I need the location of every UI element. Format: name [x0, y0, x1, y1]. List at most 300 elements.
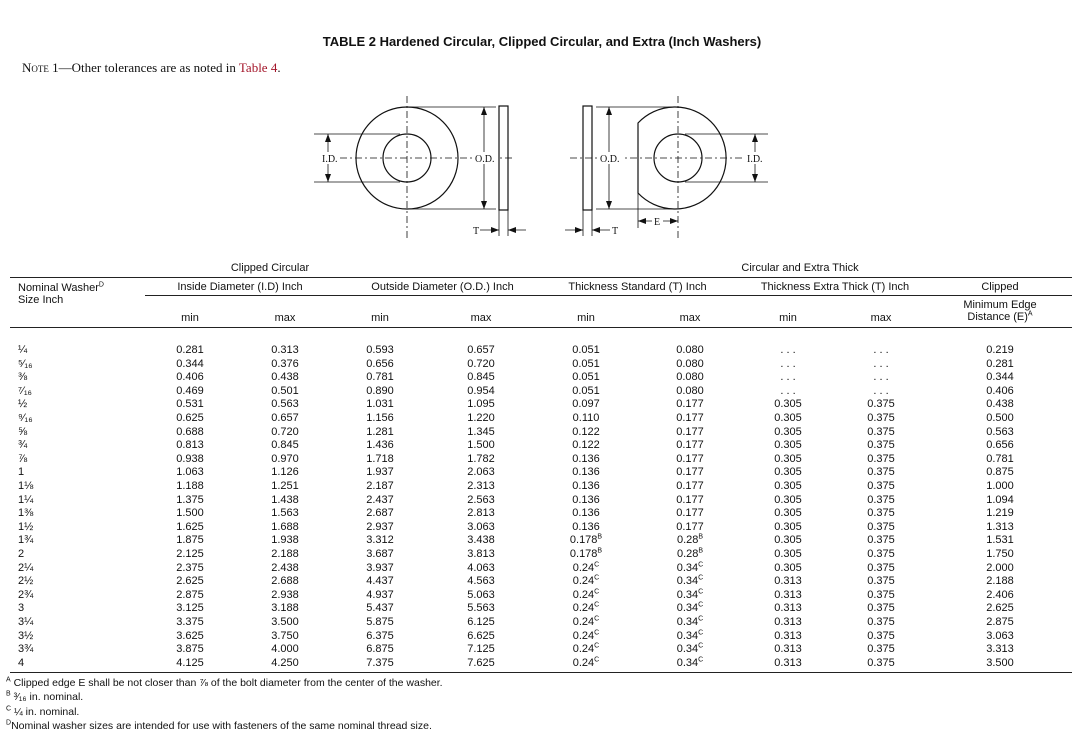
ts-max-cell: $0.34^C$ [676, 588, 704, 601]
od-max-cell: 7.625 [467, 656, 495, 669]
te-min-cell: 0.305 [774, 507, 802, 520]
size-cell: 1½ [18, 520, 34, 533]
id-max-cell: 0.313 [271, 344, 299, 356]
header-rule-bottom [10, 327, 1072, 328]
size-cell: ¾ [18, 439, 28, 452]
edge-cell: 3.063 [986, 629, 1014, 642]
id-min-cell: 2.375 [176, 561, 204, 574]
te-min-cell: 0.313 [774, 629, 802, 642]
te-max-cell: 0.375 [867, 412, 895, 424]
edge-cell: 1.750 [986, 548, 1014, 560]
te-min-cell: 0.305 [774, 425, 802, 438]
ts-max-cell: 0.177 [676, 425, 704, 438]
te-min-cell: 0.305 [774, 520, 802, 533]
id-min-cell: 0.813 [176, 439, 204, 452]
ts-min-cell: 0.136 [572, 466, 600, 479]
edge-cell: 0.781 [986, 452, 1014, 465]
size-cell: ⁵⁄₁₆ [18, 357, 33, 370]
ts-max-cell: $0.34^C$ [676, 628, 704, 642]
col-clipped: Clipped [981, 281, 1019, 293]
id-min-cell: 2.125 [176, 548, 204, 560]
te-min-cell: 0.305 [774, 561, 802, 574]
id-min-cell: 0.281 [176, 344, 204, 356]
edge-cell: 0.500 [986, 412, 1014, 424]
edge-cell: 0.406 [986, 384, 1014, 397]
te-min-cell: 0.305 [774, 452, 802, 465]
ts-max-cell: $0.34^C$ [676, 560, 704, 574]
header-rule-top [10, 277, 1072, 278]
od-max-cell: 4.563 [467, 575, 495, 588]
od-min-cell: 1.156 [366, 412, 394, 424]
table-row [0, 371, 1084, 385]
id-min-header: min [181, 312, 199, 324]
id-max-cell: 2.938 [271, 588, 299, 601]
ts-max-cell: 0.080 [676, 384, 704, 397]
te-min-cell: . . . [780, 357, 796, 370]
te-max-cell: 0.375 [867, 629, 895, 642]
edge-cell: 0.281 [986, 357, 1014, 370]
size-cell: 4 [18, 656, 25, 669]
id-max-cell: 1.938 [271, 534, 299, 547]
col-nominal-size: Nominal Washer$^D$ [18, 281, 104, 294]
ts-min-cell: 0.136 [572, 507, 600, 520]
od-min-cell: 1.718 [366, 452, 394, 465]
size-cell: 1¼ [18, 493, 34, 506]
id-max-cell: 4.000 [271, 643, 299, 656]
te-min-cell: 0.305 [774, 548, 802, 560]
od-min-cell: 0.593 [366, 344, 394, 356]
te-max-cell: 0.375 [867, 480, 895, 492]
ts-min-header: min [577, 312, 595, 324]
size-cell: 1 [18, 466, 25, 479]
table-row [0, 589, 1084, 603]
table-row [0, 385, 1084, 399]
size-cell: 2¾ [18, 588, 34, 601]
table-row [0, 616, 1084, 630]
id-max-cell: 1.251 [271, 480, 299, 492]
te-min-cell: 0.305 [774, 398, 802, 411]
edge-cell: 2.625 [986, 602, 1014, 615]
table-title: TABLE 2 Hardened Circular, Clipped Circular, and Extra (Inch Washers) [322, 34, 762, 49]
id-max-cell: 0.657 [271, 412, 299, 424]
id-min-cell: 0.625 [176, 412, 204, 424]
ts-max-cell: $0.34^C$ [676, 656, 704, 669]
ts-max-cell: 0.177 [676, 412, 704, 424]
od-max-cell: 3.063 [467, 520, 495, 533]
ts-min-cell: $0.178^B$ [569, 547, 603, 560]
od-min-cell: 3.687 [366, 548, 394, 560]
edge-cell: 0.875 [986, 466, 1014, 479]
id-max-cell: 0.970 [271, 452, 299, 465]
size-cell: ⁷⁄₁₆ [18, 384, 32, 397]
ts-min-cell: 0.097 [572, 398, 600, 411]
od-min-cell: 6.375 [366, 629, 394, 642]
ts-max-cell: 0.177 [676, 520, 704, 533]
table-row [0, 412, 1084, 426]
id-max-cell: 0.438 [271, 371, 299, 384]
od-max-cell: 3.813 [467, 548, 495, 560]
te-max-cell: 0.375 [867, 643, 895, 656]
ts-max-cell: 0.177 [676, 439, 704, 452]
id-min-cell: 2.625 [176, 575, 204, 588]
id-max-cell: 2.688 [271, 575, 299, 588]
table-rule-bottom [10, 672, 1072, 673]
te-min-cell: 0.313 [774, 643, 802, 656]
od-max-cell: 3.438 [467, 534, 495, 547]
od-max-cell: 6.125 [467, 616, 495, 628]
ts-min-cell: 0.136 [572, 493, 600, 506]
edge-cell: 1.313 [986, 520, 1014, 533]
ts-max-cell: 0.177 [676, 480, 704, 492]
id-label-left: I.D. [322, 154, 338, 165]
table-row [0, 494, 1084, 508]
ts-min-cell: 0.136 [572, 452, 600, 465]
ts-max-cell: 0.080 [676, 371, 704, 384]
t-label-left: T [473, 226, 480, 237]
id-min-cell: 3.625 [176, 629, 204, 642]
id-min-cell: 0.938 [176, 452, 204, 465]
od-max-cell: 2.313 [467, 480, 495, 492]
id-min-cell: 0.469 [176, 384, 204, 397]
od-min-cell: 0.656 [366, 357, 394, 370]
te-max-cell: 0.375 [867, 602, 895, 615]
od-min-cell: 2.187 [366, 480, 394, 492]
id-max-cell: 3.500 [271, 616, 299, 628]
ts-min-cell: $0.24^C$ [572, 615, 600, 628]
col-outside-diameter: Outside Diameter (O.D.) Inch [371, 281, 514, 293]
footnote: $^D$Nominal washer sizes are intended for use with fasteners of the same nominal thread size. [6, 719, 432, 732]
ts-min-cell: 0.051 [572, 371, 600, 384]
od-label-left: O.D. [475, 154, 495, 165]
size-cell: ½ [18, 398, 28, 411]
size-cell: 3½ [18, 629, 34, 642]
size-cell: ⅞ [18, 452, 28, 465]
col-edge-line2: Distance $(E)^A$ [967, 310, 1033, 323]
id-max-cell: 0.845 [271, 439, 299, 452]
te-min-cell: 0.305 [774, 493, 802, 506]
col-edge-line1: Minimum Edge [963, 299, 1037, 311]
t-label-right: T [612, 226, 619, 237]
te-max-cell: 0.375 [867, 493, 895, 506]
ts-max-cell: $0.28^B$ [676, 547, 704, 560]
id-max-cell: 4.250 [271, 656, 299, 669]
ts-min-cell: 0.051 [572, 344, 600, 356]
od-max-cell: 7.125 [467, 643, 495, 656]
od-min-cell: 2.437 [366, 493, 394, 506]
ts-min-cell: $0.24^C$ [572, 656, 600, 669]
size-cell: 1¾ [18, 534, 34, 547]
te-min-cell: 0.313 [774, 656, 802, 669]
od-max-cell: 4.063 [467, 561, 495, 574]
size-cell: ⁹⁄₁₆ [18, 412, 33, 424]
od-max-cell: 5.063 [467, 588, 495, 601]
size-cell: 1⅜ [18, 507, 34, 520]
od-label-right: O.D. [600, 154, 620, 165]
e-label: E [654, 217, 661, 228]
edge-cell: 1.219 [986, 507, 1014, 520]
te-min-cell: 0.305 [774, 412, 802, 424]
id-max-cell: 0.563 [271, 398, 299, 411]
col-thickness-standard: Thickness Standard (T) Inch [568, 281, 707, 293]
size-cell: 1⅛ [18, 480, 34, 492]
od-min-cell: 0.781 [366, 371, 394, 384]
id-min-cell: 0.531 [176, 398, 204, 411]
table-row [0, 507, 1084, 521]
od-min-cell: 3.937 [366, 561, 394, 574]
te-max-cell: 0.375 [867, 588, 895, 601]
od-min-cell: 7.375 [366, 656, 394, 669]
ts-max-cell: 0.177 [676, 493, 704, 506]
table-row [0, 466, 1084, 480]
col-thickness-extra: Thickness Extra Thick (T) Inch [760, 281, 910, 293]
id-max-cell: 0.501 [271, 384, 299, 397]
te-max-cell: . . . [873, 371, 889, 384]
group-clipped-circular: Clipped Circular [230, 262, 310, 274]
ts-min-cell: 0.122 [572, 439, 600, 452]
te-max-cell: 0.375 [867, 425, 895, 438]
te-max-cell: . . . [873, 357, 889, 370]
od-min-cell: 6.875 [366, 643, 394, 656]
table-row [0, 630, 1084, 644]
od-max-cell: 2.813 [467, 507, 495, 520]
note-text: —Other tolerances are as noted in [58, 60, 239, 75]
size-cell: 2¼ [18, 561, 34, 574]
od-min-cell: 5.875 [366, 616, 394, 628]
ts-max-cell: 0.080 [676, 344, 704, 356]
size-cell: 3¼ [18, 616, 34, 628]
te-max-cell: . . . [873, 384, 889, 397]
te-max-cell: 0.375 [867, 439, 895, 452]
od-min-cell: 1.281 [366, 425, 394, 438]
table-row [0, 575, 1084, 589]
od-min-cell: 1.031 [366, 398, 394, 411]
od-min-cell: 4.937 [366, 588, 394, 601]
ts-min-cell: 0.136 [572, 520, 600, 533]
te-min-cell: 0.305 [774, 439, 802, 452]
id-min-cell: 0.688 [176, 425, 204, 438]
table-row [0, 358, 1084, 372]
note-end: . [277, 60, 281, 75]
te-max-cell: . . . [873, 344, 889, 356]
te-max-cell: 0.375 [867, 520, 895, 533]
note-1 [22, 60, 281, 76]
size-cell: ⅜ [18, 371, 28, 384]
id-min-cell: 0.406 [176, 371, 204, 384]
edge-cell: 0.563 [986, 425, 1014, 438]
table-4-link[interactable]: Table 4 [238, 60, 278, 75]
ts-min-cell: 0.136 [572, 480, 600, 492]
te-min-cell: 0.313 [774, 616, 802, 628]
table-row [0, 534, 1084, 548]
ts-max-cell: $0.34^C$ [676, 601, 704, 615]
te-max-cell: 0.375 [867, 466, 895, 479]
od-max-cell: 1.095 [467, 398, 495, 411]
table-row [0, 439, 1084, 453]
od-max-cell: 6.625 [467, 629, 495, 642]
ts-min-cell: 0.122 [572, 425, 600, 438]
te-max-header: max [870, 312, 892, 324]
te-min-cell: 0.313 [774, 602, 802, 615]
od-min-cell: 1.937 [366, 466, 394, 479]
footnote: $^A$ Clipped edge E shall be not closer than ⅞ of the bolt diameter from the center of the washer. [6, 676, 443, 689]
od-max-cell: 0.720 [467, 357, 495, 370]
te-min-cell: 0.305 [774, 480, 802, 492]
id-min-cell: 4.125 [176, 656, 204, 669]
od-max-cell: 1.500 [467, 439, 495, 452]
ts-max-cell: $0.34^C$ [676, 642, 704, 656]
footnote: $^C$ ¼ in. nominal. [6, 705, 80, 718]
od-max-cell: 2.563 [467, 493, 495, 506]
edge-cell: 2.406 [986, 588, 1014, 601]
od-max-cell: 0.954 [467, 384, 495, 397]
od-max-cell: 1.220 [467, 412, 495, 424]
id-min-cell: 1.188 [176, 480, 204, 492]
id-max-header: max [274, 312, 296, 324]
ts-max-cell: $0.34^C$ [676, 615, 704, 628]
id-min-cell: 1.375 [176, 493, 204, 506]
edge-cell: 2.875 [986, 616, 1014, 628]
id-max-cell: 2.188 [271, 548, 299, 560]
table-row [0, 657, 1084, 671]
edge-cell: 0.438 [986, 398, 1014, 411]
edge-cell: 1.531 [986, 534, 1014, 547]
id-min-cell: 3.375 [176, 616, 204, 628]
od-min-header: min [371, 312, 389, 324]
te-min-cell: . . . [780, 371, 796, 384]
col-inside-diameter: Inside Diameter (I.D) Inch [177, 281, 303, 293]
te-min-cell: 0.313 [774, 588, 802, 601]
id-max-cell: 1.688 [271, 520, 299, 533]
id-min-cell: 1.063 [176, 466, 204, 479]
id-max-cell: 1.126 [271, 466, 299, 479]
size-cell: 3 [18, 602, 25, 615]
header-rule-mid [145, 295, 1072, 296]
id-max-cell: 0.720 [271, 425, 299, 438]
te-min-cell: 0.305 [774, 534, 802, 547]
table-row [0, 398, 1084, 412]
ts-max-header: max [679, 312, 701, 324]
note-label: Note 1 [22, 60, 59, 75]
od-max-cell: 1.345 [467, 425, 495, 438]
id-max-cell: 1.563 [271, 507, 299, 520]
te-max-cell: 0.375 [867, 656, 895, 669]
id-max-cell: 3.188 [271, 602, 299, 615]
footnote: $^B$ ³⁄₁₆ in. nominal. [6, 690, 84, 704]
ts-max-cell: $0.28^B$ [676, 533, 704, 547]
ts-min-cell: 0.110 [572, 412, 600, 424]
table-row [0, 602, 1084, 616]
edge-cell: 2.188 [986, 575, 1014, 588]
od-max-header: max [470, 312, 492, 324]
od-max-cell: 2.063 [467, 466, 495, 479]
ts-max-cell: $0.34^C$ [676, 574, 704, 588]
od-max-cell: 5.563 [467, 602, 495, 615]
table-row [0, 562, 1084, 576]
edge-cell: 3.313 [986, 643, 1014, 656]
col-nominal-size-line2: Size Inch [18, 294, 64, 306]
size-cell: 2 [18, 548, 25, 560]
id-max-cell: 1.438 [271, 493, 299, 506]
table-row [0, 480, 1084, 494]
size-cell: ⅝ [18, 425, 28, 438]
size-cell: ¼ [18, 344, 28, 356]
te-max-cell: 0.375 [867, 561, 895, 574]
edge-cell: 0.656 [986, 439, 1014, 452]
od-min-cell: 5.437 [366, 602, 394, 615]
te-max-cell: 0.375 [867, 616, 895, 628]
ts-min-cell: 0.051 [572, 357, 600, 370]
ts-min-cell: $0.24^C$ [572, 601, 600, 615]
id-max-cell: 2.438 [271, 561, 299, 574]
od-max-cell: 1.782 [467, 452, 495, 465]
edge-cell: 2.000 [986, 561, 1014, 574]
ts-max-cell: 0.177 [676, 466, 704, 479]
id-min-cell: 0.344 [176, 357, 204, 370]
od-max-cell: 0.845 [467, 371, 495, 384]
table-row [0, 426, 1084, 440]
id-min-cell: 1.875 [176, 534, 204, 547]
edge-cell: 3.500 [986, 656, 1014, 669]
te-max-cell: 0.375 [867, 575, 895, 588]
id-max-cell: 0.376 [271, 357, 299, 370]
size-cell: 3¾ [18, 643, 34, 656]
ts-min-cell: $0.24^C$ [572, 574, 600, 588]
table-row [0, 344, 1084, 358]
edge-cell: 0.219 [986, 344, 1014, 356]
te-max-cell: 0.375 [867, 398, 895, 411]
ts-min-cell: 0.051 [572, 384, 600, 397]
te-max-cell: 0.375 [867, 534, 895, 547]
od-min-cell: 4.437 [366, 575, 394, 588]
ts-max-cell: 0.177 [676, 398, 704, 411]
od-min-cell: 2.937 [366, 520, 394, 533]
edge-cell: 1.000 [986, 480, 1014, 492]
ts-min-cell: $0.24^C$ [572, 642, 600, 656]
id-label-right: I.D. [747, 154, 763, 165]
id-min-cell: 3.125 [176, 602, 204, 615]
ts-max-cell: 0.080 [676, 357, 704, 370]
ts-min-cell: $0.24^C$ [572, 560, 600, 574]
washer-diagram [300, 88, 780, 243]
te-min-cell: . . . [780, 384, 796, 397]
id-min-cell: 3.875 [176, 643, 204, 656]
id-min-cell: 1.500 [176, 507, 204, 520]
te-max-cell: 0.375 [867, 548, 895, 560]
te-min-cell: . . . [780, 344, 796, 356]
edge-cell: 1.094 [986, 493, 1014, 506]
table-row [0, 521, 1084, 535]
od-min-cell: 3.312 [366, 534, 394, 547]
size-cell: 2½ [18, 575, 34, 588]
od-max-cell: 0.657 [467, 344, 495, 356]
edge-cell: 0.344 [986, 371, 1014, 384]
group-circular-extra-thick: Circular and Extra Thick [741, 262, 859, 274]
table-row [0, 548, 1084, 562]
table-row [0, 453, 1084, 467]
id-max-cell: 3.750 [271, 629, 299, 642]
ts-max-cell: 0.177 [676, 507, 704, 520]
od-min-cell: 1.436 [366, 439, 394, 452]
te-min-header: min [779, 312, 797, 324]
ts-max-cell: 0.177 [676, 452, 704, 465]
ts-min-cell: $0.178^B$ [569, 533, 603, 547]
te-min-cell: 0.305 [774, 466, 802, 479]
te-min-cell: 0.313 [774, 575, 802, 588]
table-row [0, 643, 1084, 657]
te-max-cell: 0.375 [867, 507, 895, 520]
te-max-cell: 0.375 [867, 452, 895, 465]
id-min-cell: 2.875 [176, 588, 204, 601]
